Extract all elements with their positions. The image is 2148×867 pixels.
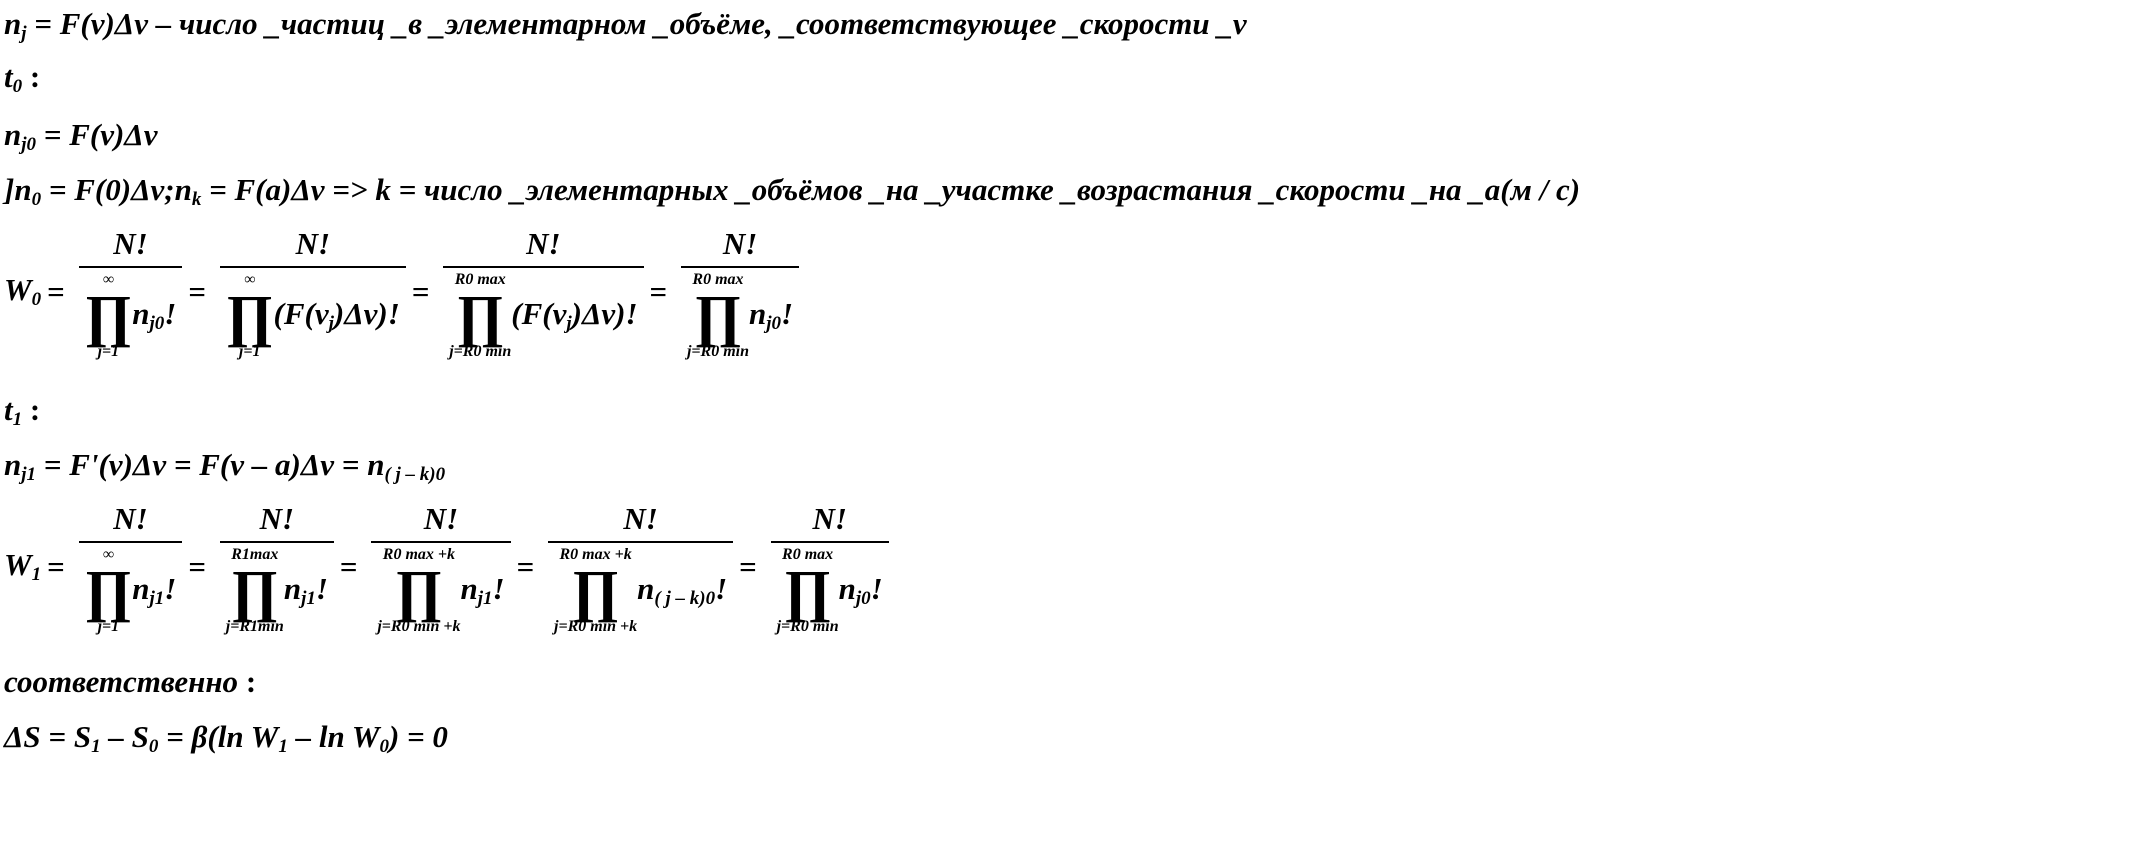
k-definition-text: = F(a)Δv => k = число _элементарных _объёмов _на _участке _возрастания _скорости _на _a(м / с) bbox=[201, 172, 1581, 207]
w1-subscript: 1 bbox=[278, 736, 288, 757]
product-upper-limit: ∞ bbox=[102, 271, 115, 288]
equals-sign: = bbox=[739, 549, 757, 584]
arg-symbol: n bbox=[838, 570, 856, 606]
denominator bbox=[548, 541, 733, 637]
product-operator bbox=[85, 270, 133, 362]
w1-fraction-2 bbox=[220, 497, 334, 637]
product-lower-limit: j=1 bbox=[238, 343, 261, 360]
equals-sign: = bbox=[649, 274, 668, 309]
w0-fraction-4 bbox=[681, 222, 799, 362]
t1-colon: : bbox=[22, 392, 41, 427]
product-upper-limit: R0 max bbox=[692, 271, 744, 288]
product-upper-limit: R0 max +k bbox=[559, 546, 632, 563]
product-argument bbox=[460, 569, 504, 614]
definition-text: = F(v)Δv – число _частиц _в _элементарном _объёме, _соответствующее _скорости _v bbox=[26, 6, 1247, 41]
product-lower-limit: j=R0 min bbox=[776, 618, 839, 635]
product-symbol: ∏ bbox=[230, 558, 279, 623]
t0-colon: : bbox=[22, 59, 41, 94]
t1-label bbox=[4, 390, 40, 435]
w0-subscript: 0 bbox=[379, 736, 389, 757]
accordingly-label bbox=[4, 662, 256, 702]
w1-fraction-3 bbox=[371, 497, 510, 637]
arg-subscript: j1 bbox=[477, 587, 493, 609]
equals-sign: = bbox=[339, 549, 358, 584]
denominator bbox=[79, 266, 183, 362]
arg-symbol: n bbox=[283, 570, 302, 606]
arg-symbol: n bbox=[749, 295, 767, 331]
product-symbol: ∏ bbox=[694, 283, 742, 348]
product-argument bbox=[839, 569, 883, 614]
product-upper-limit: ∞ bbox=[243, 271, 256, 288]
s1-subscript: 1 bbox=[91, 736, 101, 757]
w0-fraction-1 bbox=[79, 222, 183, 362]
arg-symbol: n bbox=[637, 570, 655, 606]
arg-symbol: n bbox=[132, 570, 150, 606]
denominator bbox=[371, 541, 510, 637]
product-symbol: ∏ bbox=[395, 558, 443, 623]
n0-subscript: 0 bbox=[31, 189, 42, 210]
equals-sign: = bbox=[411, 274, 430, 309]
t-subscript: 1 bbox=[12, 409, 23, 430]
w1-fraction-5 bbox=[771, 497, 889, 637]
nj-symbol: n bbox=[4, 6, 22, 41]
t0-label bbox=[4, 57, 40, 102]
arg-subscript: j0 bbox=[766, 312, 782, 334]
entropy-minus-ln: – ln W bbox=[287, 719, 380, 754]
arg-text: (F(v bbox=[511, 295, 567, 331]
numerator: N! bbox=[423, 501, 459, 536]
numerator: N! bbox=[295, 226, 331, 261]
arg-subscript: j1 bbox=[149, 587, 165, 609]
numerator: N! bbox=[812, 501, 847, 536]
product-lower-limit: j=R0 min +k bbox=[377, 618, 461, 635]
product-argument bbox=[749, 294, 793, 339]
w1-lhs bbox=[4, 545, 41, 590]
w1-symbol: W bbox=[4, 546, 32, 582]
factorial: ! bbox=[715, 570, 728, 606]
denominator bbox=[681, 266, 799, 362]
denominator bbox=[443, 266, 643, 362]
product-lower-limit: j=R0 min bbox=[449, 343, 512, 360]
product-lower-limit: j=R0 min bbox=[686, 343, 749, 360]
nk-subscript: k bbox=[191, 189, 202, 210]
product-operator bbox=[85, 545, 133, 637]
product-upper-limit: R1max bbox=[231, 546, 279, 563]
nj0-subscript: j0 bbox=[21, 134, 37, 155]
arg-text-end: )Δv)! bbox=[571, 295, 638, 331]
w0-symbol: W bbox=[4, 271, 32, 307]
product-operator bbox=[554, 545, 637, 637]
w1-subscript: 1 bbox=[31, 563, 42, 585]
product-argument bbox=[511, 294, 637, 339]
t-symbol: t bbox=[4, 59, 13, 94]
product-operator bbox=[777, 545, 839, 637]
w1-fraction-1 bbox=[79, 497, 183, 637]
n0-symbol: ]n bbox=[4, 172, 32, 207]
entropy-minus-s: – S bbox=[100, 719, 149, 754]
equals-sign: = bbox=[188, 274, 207, 309]
nj-subscript: j bbox=[21, 23, 27, 44]
numerator: N! bbox=[722, 226, 758, 261]
nj0-equation bbox=[4, 115, 157, 160]
w0-lhs bbox=[4, 270, 41, 315]
product-lower-limit: j=1 bbox=[97, 343, 120, 360]
equals-sign: = bbox=[188, 549, 207, 584]
arg-subscript: j bbox=[566, 312, 572, 334]
t-symbol: t bbox=[4, 392, 13, 427]
product-operator bbox=[226, 545, 284, 637]
w0-fraction-3 bbox=[443, 222, 643, 362]
equals-sign: = bbox=[47, 274, 65, 309]
w1-fraction-4 bbox=[548, 497, 733, 637]
factorial: ! bbox=[781, 295, 794, 331]
arg-subscript: ( j – k)0 bbox=[654, 587, 716, 609]
t-subscript: 0 bbox=[12, 76, 23, 97]
product-argument bbox=[132, 569, 176, 614]
product-symbol: ∏ bbox=[225, 283, 274, 348]
product-operator bbox=[449, 270, 511, 362]
factorial: ! bbox=[164, 570, 177, 606]
accordingly-word: соответственно bbox=[4, 664, 239, 699]
arg-subscript: j1 bbox=[301, 587, 316, 609]
equals-sign: = bbox=[47, 549, 65, 584]
product-argument bbox=[274, 294, 400, 339]
product-argument bbox=[284, 569, 328, 614]
numerator: N! bbox=[526, 226, 561, 261]
w0-fraction-2 bbox=[220, 222, 406, 362]
nj1-equation bbox=[4, 445, 445, 490]
denominator bbox=[220, 266, 406, 362]
entropy-delta-s: ΔS = S bbox=[4, 719, 92, 754]
definition-nj-line bbox=[4, 4, 1247, 49]
accordingly-colon: : bbox=[238, 664, 257, 699]
k-definition-line bbox=[4, 170, 1580, 215]
denominator bbox=[771, 541, 889, 637]
w0-subscript: 0 bbox=[31, 288, 42, 310]
nj1-symbol: n bbox=[4, 447, 22, 482]
factorial: ! bbox=[164, 295, 177, 331]
product-symbol: ∏ bbox=[571, 558, 620, 623]
n0-rhs: = F(0)Δv;n bbox=[41, 172, 192, 207]
nj0-rhs: = F(v)Δv bbox=[36, 117, 158, 152]
nj1-subscript: j1 bbox=[21, 464, 37, 485]
denominator bbox=[79, 541, 183, 637]
numerator: N! bbox=[113, 226, 148, 261]
equals-sign: = bbox=[516, 549, 535, 584]
factorial: ! bbox=[315, 570, 328, 606]
entropy-result: ) = 0 bbox=[388, 719, 448, 754]
nj1-rhs: = F'(v)Δv = F(v – a)Δv = n bbox=[36, 447, 385, 482]
product-symbol: ∏ bbox=[456, 283, 505, 348]
product-argument bbox=[132, 294, 176, 339]
arg-text: (F(v bbox=[273, 295, 329, 331]
product-upper-limit: ∞ bbox=[102, 546, 115, 563]
nj0-symbol: n bbox=[4, 117, 22, 152]
factorial: ! bbox=[492, 570, 505, 606]
product-symbol: ∏ bbox=[84, 558, 133, 623]
arg-subscript: j0 bbox=[149, 312, 165, 334]
numerator: N! bbox=[623, 501, 658, 536]
product-lower-limit: j=1 bbox=[97, 618, 120, 635]
product-operator bbox=[687, 270, 749, 362]
numerator: N! bbox=[113, 501, 148, 536]
s0-subscript: 0 bbox=[148, 736, 159, 757]
w0-equation bbox=[4, 222, 799, 362]
entropy-beta-ln: = β(ln W bbox=[158, 719, 279, 754]
arg-symbol: n bbox=[132, 295, 150, 331]
product-upper-limit: R0 max +k bbox=[382, 546, 456, 563]
arg-subscript: j bbox=[328, 312, 334, 334]
product-argument bbox=[637, 569, 727, 614]
arg-subscript: j0 bbox=[855, 587, 871, 609]
arg-text-end: )Δv)! bbox=[333, 295, 400, 331]
entropy-equation bbox=[4, 717, 448, 762]
denominator bbox=[220, 541, 334, 637]
w1-equation bbox=[4, 497, 889, 637]
numerator: N! bbox=[259, 501, 295, 536]
product-symbol: ∏ bbox=[783, 558, 832, 623]
product-operator bbox=[226, 270, 274, 362]
nj1-rhs-subscript: ( j – k)0 bbox=[384, 464, 446, 485]
product-lower-limit: j=R0 min +k bbox=[554, 618, 638, 635]
factorial: ! bbox=[870, 570, 883, 606]
product-upper-limit: R0 max bbox=[782, 546, 834, 563]
product-upper-limit: R0 max bbox=[454, 271, 506, 288]
product-lower-limit: j=R1min bbox=[225, 618, 284, 635]
product-operator bbox=[377, 545, 460, 637]
product-symbol: ∏ bbox=[84, 283, 133, 348]
arg-symbol: n bbox=[460, 570, 478, 606]
